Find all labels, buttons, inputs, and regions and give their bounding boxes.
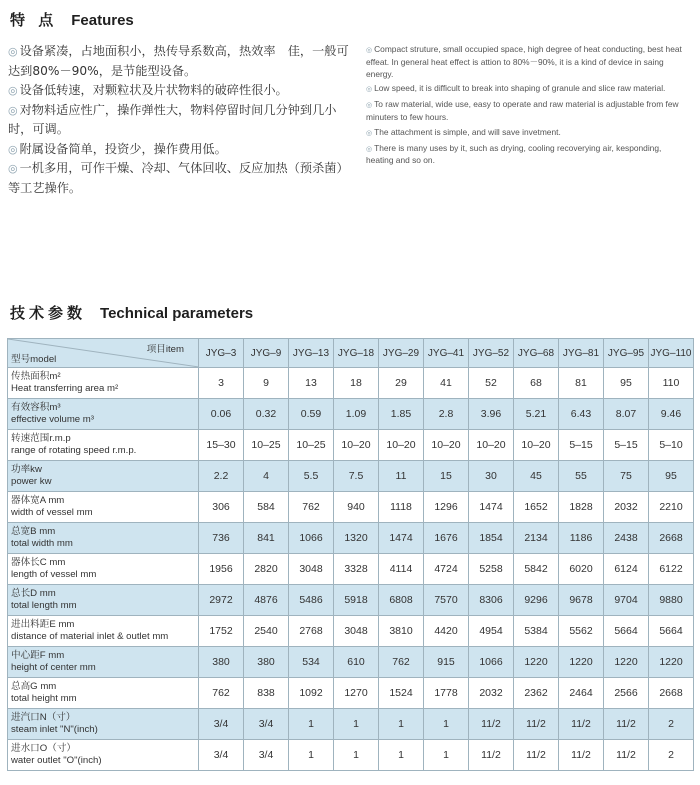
table-row — [8, 585, 694, 616]
table-cell: 1320 — [334, 523, 379, 554]
table-cell: 11/2 — [514, 709, 559, 740]
row-label-en: Heat transferring area m² — [11, 383, 119, 394]
row-label-en: length of vessel mm — [11, 569, 97, 580]
table-cell: 30 — [469, 461, 514, 492]
table-cell: 2032 — [469, 678, 514, 709]
model-header: JYG–81 — [559, 339, 604, 368]
feature-item — [8, 140, 356, 160]
row-label-en: total length mm — [11, 600, 77, 611]
model-header: JYG–41 — [424, 339, 469, 368]
table-cell: 5842 — [514, 554, 559, 585]
table-cell: 52 — [469, 368, 514, 399]
model-header: JYG–9 — [244, 339, 289, 368]
table-row — [8, 709, 694, 740]
feature-text: To raw material, wide use, easy to operate and raw material is adjustable from few minuters to few hours. — [366, 99, 679, 122]
table-cell: 1 — [334, 740, 379, 771]
model-header: JYG–68 — [514, 339, 559, 368]
row-label — [8, 616, 199, 647]
table-cell: 3.96 — [469, 399, 514, 430]
table-cell: 3/4 — [199, 709, 244, 740]
row-label-en: water outlet "O"(inch) — [11, 755, 102, 766]
table-cell: 2.8 — [424, 399, 469, 430]
row-label-cn: 总宽B mm — [11, 526, 56, 537]
feature-item — [8, 81, 356, 101]
row-label — [8, 461, 199, 492]
table-cell: 4876 — [244, 585, 289, 616]
table-cell: 1854 — [469, 523, 514, 554]
table-cell: 915 — [424, 647, 469, 678]
bullet-icon: ◎ — [366, 102, 373, 110]
header-item-label: 项目item — [146, 344, 184, 355]
table-cell: 95 — [604, 368, 649, 399]
table-cell: 7570 — [424, 585, 469, 616]
table-cell: 1220 — [604, 647, 649, 678]
feature-text: The attachment is simple, and will save invetment. — [374, 126, 561, 137]
table-cell: 6020 — [559, 554, 604, 585]
table-cell: 2438 — [604, 523, 649, 554]
table-cell: 940 — [334, 492, 379, 523]
model-header: JYG–52 — [469, 339, 514, 368]
row-label — [8, 492, 199, 523]
row-label — [8, 523, 199, 554]
table-cell: 2362 — [514, 678, 559, 709]
bullet-icon: ◎ — [8, 103, 18, 117]
table-cell: 9296 — [514, 585, 559, 616]
table-cell: 5562 — [559, 616, 604, 647]
row-label-en: range of rotating speed r.m.p. — [11, 445, 137, 456]
table-cell: 95 — [649, 461, 694, 492]
table-cell: 2668 — [649, 523, 694, 554]
row-label — [8, 647, 199, 678]
row-label-cn: 器体宽A mm — [11, 495, 65, 506]
feature-text: Low speed, it is difficult to break into shaping of granule and slice raw material. — [374, 83, 666, 94]
features-heading-en: Features — [71, 12, 134, 29]
table-row — [8, 740, 694, 771]
table-cell: 306 — [199, 492, 244, 523]
features-list-cn — [8, 42, 356, 198]
table-cell: 1 — [334, 709, 379, 740]
table-cell: 1092 — [289, 678, 334, 709]
features-heading-cn: 特 点 — [10, 11, 58, 29]
feature-item — [366, 143, 690, 168]
table-cell: 2464 — [559, 678, 604, 709]
table-cell: 8306 — [469, 585, 514, 616]
table-cell: 11/2 — [469, 740, 514, 771]
model-header: JYG–3 — [199, 339, 244, 368]
table-cell: 838 — [244, 678, 289, 709]
table-cell: 0.32 — [244, 399, 289, 430]
bullet-icon: ◎ — [366, 145, 373, 153]
table-row — [8, 461, 694, 492]
feature-text: 设备低转速，对颗粒状及片状物料的破碎性很小。 — [19, 83, 288, 97]
table-cell: 4 — [244, 461, 289, 492]
table-cell: 6124 — [604, 554, 649, 585]
row-label-cn: 总长D mm — [11, 588, 56, 599]
row-label-cn: 进出料距E mm — [11, 619, 75, 630]
table-cell: 55 — [559, 461, 604, 492]
table-cell: 5918 — [334, 585, 379, 616]
model-header: JYG–110 — [649, 339, 694, 368]
row-label — [8, 678, 199, 709]
table-cell: 534 — [289, 647, 334, 678]
table-cell: 736 — [199, 523, 244, 554]
bullet-icon: ◎ — [8, 45, 18, 58]
feature-item — [8, 159, 356, 198]
table-cell: 3 — [199, 368, 244, 399]
row-label-en: steam inlet "N"(inch) — [11, 724, 98, 735]
table-row — [8, 368, 694, 399]
table-cell: 68 — [514, 368, 559, 399]
model-header: JYG–29 — [379, 339, 424, 368]
table-cell: 1 — [424, 709, 469, 740]
table-cell: 3048 — [334, 616, 379, 647]
model-header: JYG–95 — [604, 339, 649, 368]
row-label-en: power kw — [11, 476, 52, 487]
feature-text: 对物料适应性广，操作弹性大，物料停留时间几分钟到几小时，可调。 — [8, 102, 337, 136]
table-cell: 10–20 — [514, 430, 559, 461]
row-label-cn: 总高G mm — [11, 681, 57, 692]
table-cell: 9880 — [649, 585, 694, 616]
row-label-cn: 有效容积m³ — [11, 402, 61, 413]
technical-heading — [10, 302, 253, 323]
table-cell: 5.5 — [289, 461, 334, 492]
table-cell: 3/4 — [244, 740, 289, 771]
table-cell: 9704 — [604, 585, 649, 616]
header-diagonal-cell — [8, 339, 199, 368]
table-cell: 2540 — [244, 616, 289, 647]
table-cell: 1296 — [424, 492, 469, 523]
table-cell: 1 — [289, 740, 334, 771]
bullet-icon: ◎ — [8, 142, 18, 156]
table-cell: 1956 — [199, 554, 244, 585]
feature-item — [366, 99, 690, 124]
row-label — [8, 399, 199, 430]
row-label — [8, 740, 199, 771]
table-cell: 110 — [649, 368, 694, 399]
row-label — [8, 430, 199, 461]
technical-heading-en: Technical parameters — [100, 305, 254, 322]
feature-item — [366, 127, 690, 140]
table-cell: 11/2 — [559, 709, 604, 740]
table-cell: 5–15 — [604, 430, 649, 461]
table-cell: 2668 — [649, 678, 694, 709]
table-cell: 4114 — [379, 554, 424, 585]
table-cell: 1.85 — [379, 399, 424, 430]
features-list-en — [366, 44, 690, 170]
row-label-en: width of vessel mm — [11, 507, 93, 518]
table-cell: 4724 — [424, 554, 469, 585]
table-cell: 2566 — [604, 678, 649, 709]
table-cell: 762 — [289, 492, 334, 523]
table-cell: 15 — [424, 461, 469, 492]
table-cell: 11/2 — [604, 709, 649, 740]
table-cell: 4954 — [469, 616, 514, 647]
table-cell: 2134 — [514, 523, 559, 554]
bullet-icon: ◎ — [366, 86, 373, 94]
feature-text: 设备紧凑，占地面积小，热传导系数高，热效率 佳，一般可达到80%－90%，是节能型设备。 — [8, 44, 349, 78]
table-cell: 1 — [289, 709, 334, 740]
table-header-row — [8, 339, 694, 368]
table-cell: 41 — [424, 368, 469, 399]
row-label — [8, 585, 199, 616]
table-cell: 5–15 — [559, 430, 604, 461]
table-row — [8, 647, 694, 678]
table-cell: 29 — [379, 368, 424, 399]
table-cell: 2.2 — [199, 461, 244, 492]
table-cell: 5.21 — [514, 399, 559, 430]
table-cell: 10–20 — [334, 430, 379, 461]
table-cell: 11/2 — [514, 740, 559, 771]
table-row — [8, 523, 694, 554]
row-label-en: total width mm — [11, 538, 73, 549]
table-cell: 10–20 — [379, 430, 424, 461]
table-cell: 762 — [379, 647, 424, 678]
row-label-en: effective volume m³ — [11, 414, 94, 425]
table-cell: 11/2 — [559, 740, 604, 771]
table-cell: 1778 — [424, 678, 469, 709]
feature-item — [366, 44, 690, 80]
table-row — [8, 554, 694, 585]
row-label-en: height of center mm — [11, 662, 96, 673]
table-cell: 1 — [424, 740, 469, 771]
table-cell: 11/2 — [604, 740, 649, 771]
table-cell: 13 — [289, 368, 334, 399]
header-model-label: 型号model — [11, 354, 57, 365]
table-row — [8, 399, 694, 430]
row-label — [8, 554, 199, 585]
table-cell: 45 — [514, 461, 559, 492]
table-cell: 10–25 — [289, 430, 334, 461]
table-cell: 5664 — [604, 616, 649, 647]
table-cell: 15–30 — [199, 430, 244, 461]
bullet-icon: ◎ — [8, 162, 18, 175]
table-cell: 2 — [649, 740, 694, 771]
table-cell: 1524 — [379, 678, 424, 709]
table-cell: 7.5 — [334, 461, 379, 492]
table-row — [8, 492, 694, 523]
table-cell: 1220 — [649, 647, 694, 678]
table-cell: 1220 — [514, 647, 559, 678]
model-header: JYG–18 — [334, 339, 379, 368]
table-cell: 2820 — [244, 554, 289, 585]
table-cell: 11/2 — [469, 709, 514, 740]
table-cell: 6808 — [379, 585, 424, 616]
table-cell: 0.06 — [199, 399, 244, 430]
table-cell: 10–25 — [244, 430, 289, 461]
table-cell: 2768 — [289, 616, 334, 647]
feature-text: There is many uses by it, such as drying, cooling recoverying air, kesponding, heating and so on. — [366, 142, 662, 166]
table-cell: 6122 — [649, 554, 694, 585]
table-cell: 2210 — [649, 492, 694, 523]
table-row — [8, 430, 694, 461]
table-cell: 1 — [379, 709, 424, 740]
row-label-cn: 进水口O（寸） — [11, 743, 77, 754]
feature-item — [366, 83, 690, 96]
table-cell: 3/4 — [244, 709, 289, 740]
table-cell: 1118 — [379, 492, 424, 523]
bullet-icon: ◎ — [8, 84, 18, 97]
row-label-cn: 器体长C mm — [11, 557, 66, 568]
table-cell: 9 — [244, 368, 289, 399]
table-cell: 2 — [649, 709, 694, 740]
table-cell: 584 — [244, 492, 289, 523]
feature-item — [8, 42, 356, 81]
table-cell: 5664 — [649, 616, 694, 647]
table-cell: 0.59 — [289, 399, 334, 430]
table-body — [8, 368, 694, 771]
table-cell: 5258 — [469, 554, 514, 585]
row-label-en: total height mm — [11, 693, 77, 704]
table-cell: 1 — [379, 740, 424, 771]
table-cell: 5384 — [514, 616, 559, 647]
table-cell: 1.09 — [334, 399, 379, 430]
table-cell: 9.46 — [649, 399, 694, 430]
table-cell: 6.43 — [559, 399, 604, 430]
model-header: JYG–13 — [289, 339, 334, 368]
row-label — [8, 709, 199, 740]
feature-item — [8, 101, 356, 140]
table-cell: 1652 — [514, 492, 559, 523]
row-label-cn: 传热面积m² — [11, 371, 61, 382]
table-cell: 8.07 — [604, 399, 649, 430]
table-cell: 3/4 — [199, 740, 244, 771]
table-cell: 1752 — [199, 616, 244, 647]
technical-parameters-table — [7, 338, 694, 771]
row-label-cn: 功率kw — [11, 464, 42, 475]
table-cell: 1220 — [559, 647, 604, 678]
table-cell: 2972 — [199, 585, 244, 616]
feature-text: 附属设备简单，投资少，操作费用低。 — [19, 141, 227, 156]
table-cell: 1676 — [424, 523, 469, 554]
table-cell: 610 — [334, 647, 379, 678]
row-label-cn: 转速范围r.m.p — [11, 433, 71, 444]
features-heading — [10, 9, 134, 30]
table-cell: 1066 — [289, 523, 334, 554]
table-cell: 5486 — [289, 585, 334, 616]
table-cell: 1066 — [469, 647, 514, 678]
table-cell: 3048 — [289, 554, 334, 585]
row-label-cn: 中心距F mm — [11, 650, 65, 661]
table-cell: 841 — [244, 523, 289, 554]
table-cell: 81 — [559, 368, 604, 399]
row-label-en: distance of material inlet & outlet mm — [11, 631, 169, 642]
row-label-cn: 进汽口N（寸） — [11, 712, 76, 723]
table-cell: 75 — [604, 461, 649, 492]
table-cell: 1828 — [559, 492, 604, 523]
table-cell: 1474 — [379, 523, 424, 554]
table-row — [8, 616, 694, 647]
technical-heading-cn: 技术参数 — [10, 304, 87, 322]
table-row — [8, 678, 694, 709]
table-cell: 18 — [334, 368, 379, 399]
table-cell: 3810 — [379, 616, 424, 647]
table-cell: 762 — [199, 678, 244, 709]
bullet-icon: ◎ — [366, 129, 373, 137]
table-cell: 380 — [199, 647, 244, 678]
table-cell: 1270 — [334, 678, 379, 709]
table-cell: 1474 — [469, 492, 514, 523]
table-cell: 11 — [379, 461, 424, 492]
bullet-icon: ◎ — [366, 47, 373, 54]
table-cell: 10–20 — [424, 430, 469, 461]
table-cell: 2032 — [604, 492, 649, 523]
table-cell: 1186 — [559, 523, 604, 554]
table-cell: 9678 — [559, 585, 604, 616]
table-cell: 3328 — [334, 554, 379, 585]
row-label — [8, 368, 199, 399]
table-cell: 10–20 — [469, 430, 514, 461]
feature-text: 一机多用，可作干燥、冷却、气体回收、反应加热（预杀菌）等工艺操作。 — [8, 161, 349, 195]
table-cell: 380 — [244, 647, 289, 678]
table-cell: 4420 — [424, 616, 469, 647]
feature-text: Compact struture, small occupied space, high degree of heat conducting, best heat effeat. In general heat effect is attion to 80%－90%, it is a kind of device in saing energy. — [366, 44, 682, 79]
table-cell: 5–10 — [649, 430, 694, 461]
